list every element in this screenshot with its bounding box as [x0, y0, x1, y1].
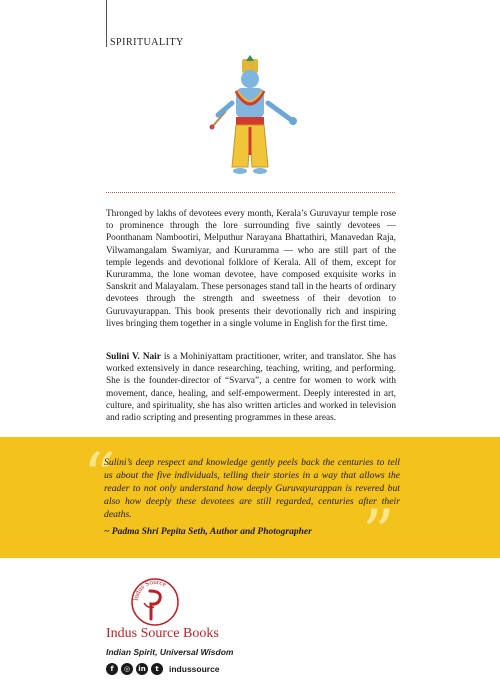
close-quote-icon: ”	[362, 497, 395, 571]
twitter-icon[interactable]: t	[151, 663, 163, 675]
linkedin-icon[interactable]: in	[136, 663, 148, 675]
book-description: Thronged by lakhs of devotees every month, Kerala’s Guruvayur temple rose to prominence through the lore surrounding five saintly devotees — Poonthanam Nambootiri, Melputhur Narayana Bhattathiri, Manavedan Raja, Vilwamangalam Swamiyar, and Kururamma — who are still part of the temple legends and devotional folklore of Kerala. All of them, except for Kururamma, the lone woman devotee, have composed exquisite works in Sanskrit and Malayalam. These personages stand tall in the hearts of ordinary devotees through the strength and sweetness of their devotion to Guruvayurappan. This book presents their devotionally rich and inspiring lives bringing them together in a single volume in English for the first time.	[106, 209, 396, 329]
category-label: SPIRITUALITY	[110, 37, 184, 48]
author-name: Sulini V. Nair	[106, 352, 161, 362]
section-divider	[106, 192, 395, 193]
author-bio-text: is a Mohiniyattam practitioner, writer, and translator. She has worked extensively in dance researching, teaching, writing, and performing. She is the founder-director of “Svarva”, a centre for women to work with movement, dance, healing, and self-empowerment. Deeply interested in art, culture, and spirituality, she has also written articles and worked in television and radio scripting and presenting programmes in these areas.	[106, 352, 396, 424]
endorsement-quote: Sulini’s deep respect and knowledge gently peels back the centuries to tell us about the five individuals, telling their stories in a way that allows the reader to not only understand how deeply Guruvayurappan is revered but also how deeply these devotees are still regarded, centuries after their deaths.	[104, 457, 400, 520]
logo-arc-text: Indus Source	[131, 577, 168, 602]
open-quote-icon: “	[83, 440, 116, 514]
endorsement-attribution: ~ Padma Shri Pepita Seth, Author and Photographer	[104, 527, 312, 537]
publisher-tagline: Indian Spirit, Universal Wisdom	[106, 647, 234, 657]
category-rule	[106, 0, 107, 47]
publisher-name: Indus Source Books	[106, 626, 219, 641]
author-bio	[106, 351, 396, 424]
krishna-illustration	[170, 55, 330, 185]
publisher-logo-icon	[130, 575, 180, 627]
social-links	[106, 662, 220, 676]
instagram-icon[interactable]: ◎	[121, 663, 133, 675]
facebook-icon[interactable]: f	[106, 663, 118, 675]
social-handle: indussource	[169, 664, 220, 674]
